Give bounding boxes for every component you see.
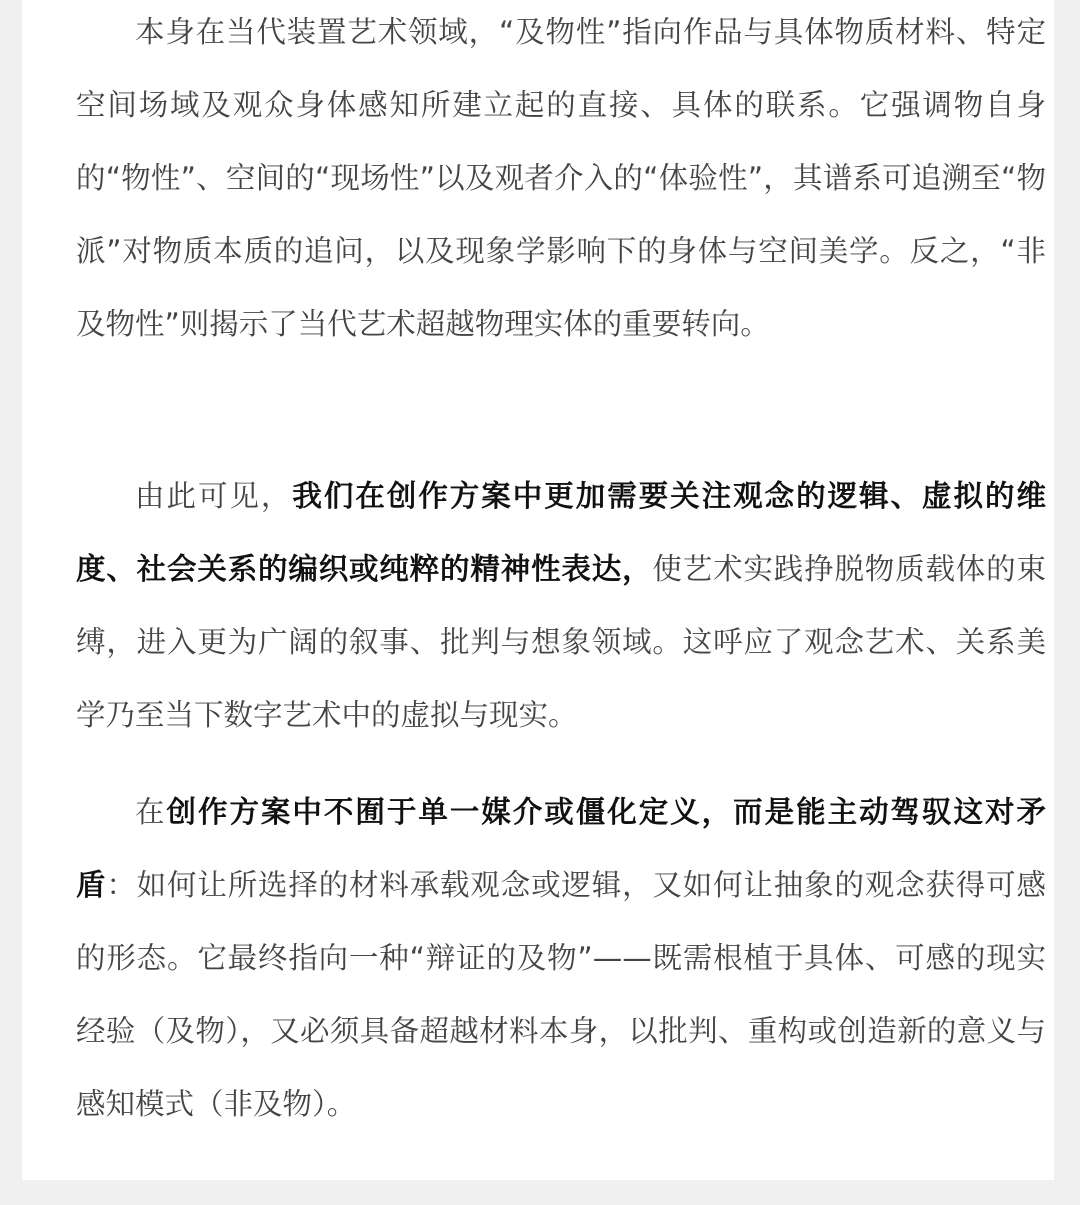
- paragraph-3-text: ：如何让所选择的材料承载观念或逻辑，又如何让抽象的观念获得可感的形态。它最终指向一种“辩证的及物”——既需根植于具体、可感的现实经验（及物），又必须具备超越材料本身，以批判、重构或创造新的意义与感知模式（非及物）。: [76, 868, 1046, 1121]
- paragraph-3-intro: 在: [135, 795, 167, 829]
- paragraph-1: [76, 0, 1046, 361]
- article-card: [22, 0, 1054, 1180]
- paragraph-2: [76, 460, 1046, 752]
- paragraph-2-intro: 由此可见，: [135, 479, 293, 513]
- paragraph-3-emphasis: 创作方案中不囿于单一媒介或僵化定义，而是能主动驾驭这对矛盾: [76, 795, 1046, 902]
- paragraph-3: [76, 776, 1046, 1141]
- paragraph-1-text: 本身在当代装置艺术领域，“及物性”指向作品与具体物质材料、特定空间场域及观众身体感知所建立起的直接、具体的联系。它强调物自身的“物性”、空间的“现场性”以及观者介入的“体验性”，其谱系可追溯至“物派”对物质本质的追问，以及现象学影响下的身体与空间美学。反之，“非及物性”则揭示了当代艺术超越物理实体的重要转向。: [76, 15, 1046, 341]
- paragraph-2-text: 使艺术实践挣脱物质载体的束缚，进入更为广阔的叙事、批判与想象领域。这呼应了观念艺术、关系美学乃至当下数字艺术中的虚拟与现实。: [76, 552, 1046, 732]
- paragraph-2-emphasis: 我们在创作方案中更加需要关注观念的逻辑、虚拟的维度、社会关系的编织或纯粹的精神性表达，: [76, 479, 1046, 586]
